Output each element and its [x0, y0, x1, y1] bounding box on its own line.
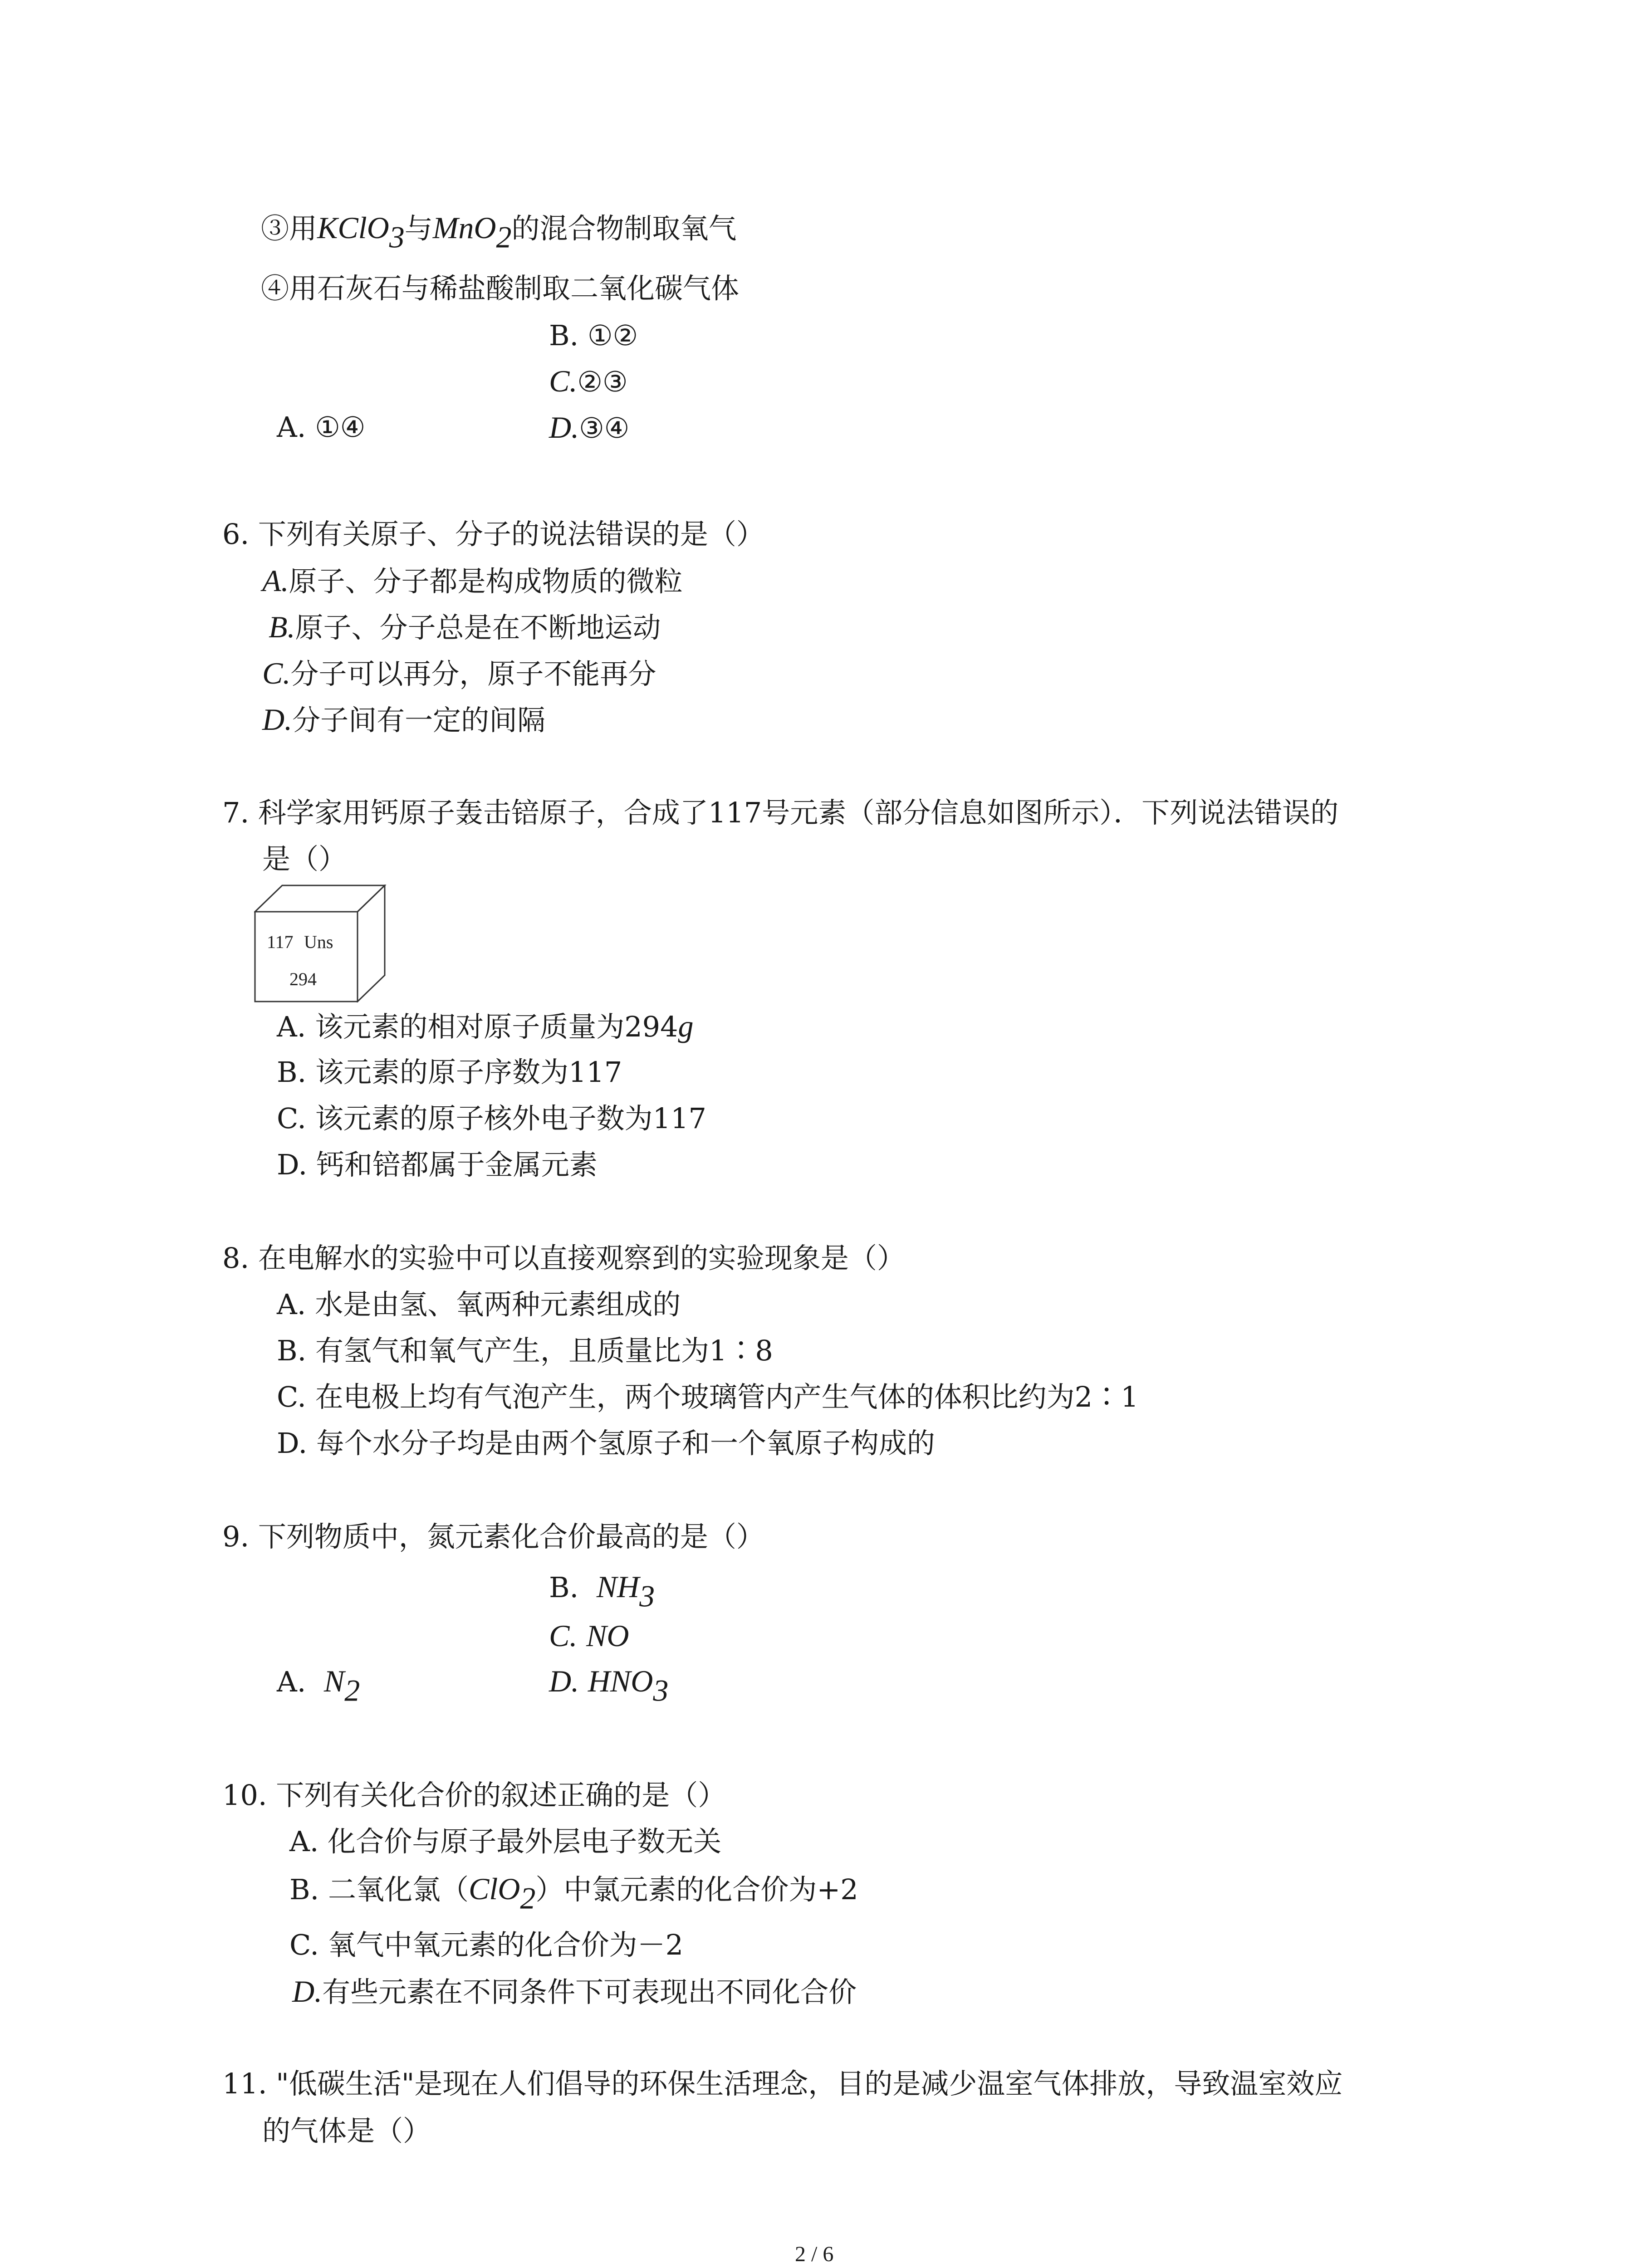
q11-stem-line-1: 11. "低碳生活"是现在人们倡导的环保生活理念，目的是减少温室气体排放，导致温室效应: [222, 2067, 1343, 2100]
q9-option-c: C. NO: [549, 1618, 629, 1653]
q8-option-b: B. 有氢气和氧气产生，且质量比为1∶8: [277, 1334, 773, 1367]
q6-option-d: D.分子间有一定的间隔: [262, 702, 546, 737]
element-cell-figure: [254, 885, 390, 1002]
page-number: 2 / 6: [795, 2242, 834, 2266]
q5-item-3: ③用KClO$_3$与MnO$_2$的混合物制取氧气: [261, 210, 737, 254]
q9-stem: 9. 下列物质中，氮元素化合价最高的是（）: [222, 1520, 764, 1553]
q6-stem: 6. 下列有关原子、分子的说法错误的是（）: [222, 518, 764, 551]
figure-symbol: Uns: [304, 932, 333, 952]
q9-option-b: B. $NH_3$: [549, 1569, 655, 1613]
q7-stem-line-1: 7. 科学家用钙原子轰击锫原子，合成了117号元素（部分信息如图所示）．下列说法错误的: [222, 796, 1339, 829]
q10-stem: 10. 下列有关化合价的叙述正确的是（）: [222, 1779, 726, 1812]
q5-option-a: A. ①④: [277, 411, 366, 444]
q10-option-b: B. 二氧化氯（ClO$_2$）中氯元素的化合价为+2: [289, 1872, 858, 1916]
q8-stem: 8. 在电解水的实验中可以直接观察到的实验现象是（）: [222, 1242, 905, 1275]
q5-option-b: B. ①②: [549, 319, 638, 352]
figure-mass: 294: [289, 969, 317, 989]
figure-atomic-number: 117: [267, 932, 294, 952]
q6-option-a: A.原子、分子都是构成物质的微粒: [262, 563, 683, 598]
q10-option-d: D.有些元素在不同条件下可表现出不同化合价: [292, 1974, 857, 2009]
q7-option-d: D. 钙和锫都属于金属元素: [277, 1148, 598, 1181]
q7-option-c: C. 该元素的原子核外电子数为117: [277, 1102, 706, 1135]
q5-option-c: C.②③: [549, 364, 628, 398]
q5-item-4: ④用石灰石与稀盐酸制取二氧化碳气体: [261, 272, 740, 305]
q5-option-d: D.③④: [549, 410, 630, 445]
q8-option-c: C. 在电极上均有气泡产生，两个玻璃管内产生气体的体积比约为2∶1: [277, 1380, 1139, 1413]
q10-option-c: C. 氧气中氧元素的化合价为－2: [289, 1928, 684, 1961]
q7-option-a: A. 该元素的相对原子质量为294g: [277, 1009, 694, 1043]
q6-option-c: C.分子可以再分，原子不能再分: [262, 656, 656, 690]
q7-stem-line-2: 是（）: [262, 842, 347, 875]
q7-option-b: B. 该元素的原子序数为117: [277, 1056, 622, 1089]
q8-option-d: D. 每个水分子均是由两个氢原子和一个氧原子构成的: [277, 1427, 935, 1460]
q6-option-b: B.原子、分子总是在不断地运动: [269, 610, 661, 644]
q9-option-a: A. $N_2$: [277, 1664, 360, 1708]
q8-option-a: A. 水是由氢、氧两种元素组成的: [277, 1288, 681, 1321]
q9-option-d: D. $HNO_3$: [549, 1664, 669, 1708]
q10-option-a: A. 化合价与原子最外层电子数无关: [289, 1825, 722, 1858]
q11-stem-line-2: 的气体是（）: [262, 2114, 431, 2147]
